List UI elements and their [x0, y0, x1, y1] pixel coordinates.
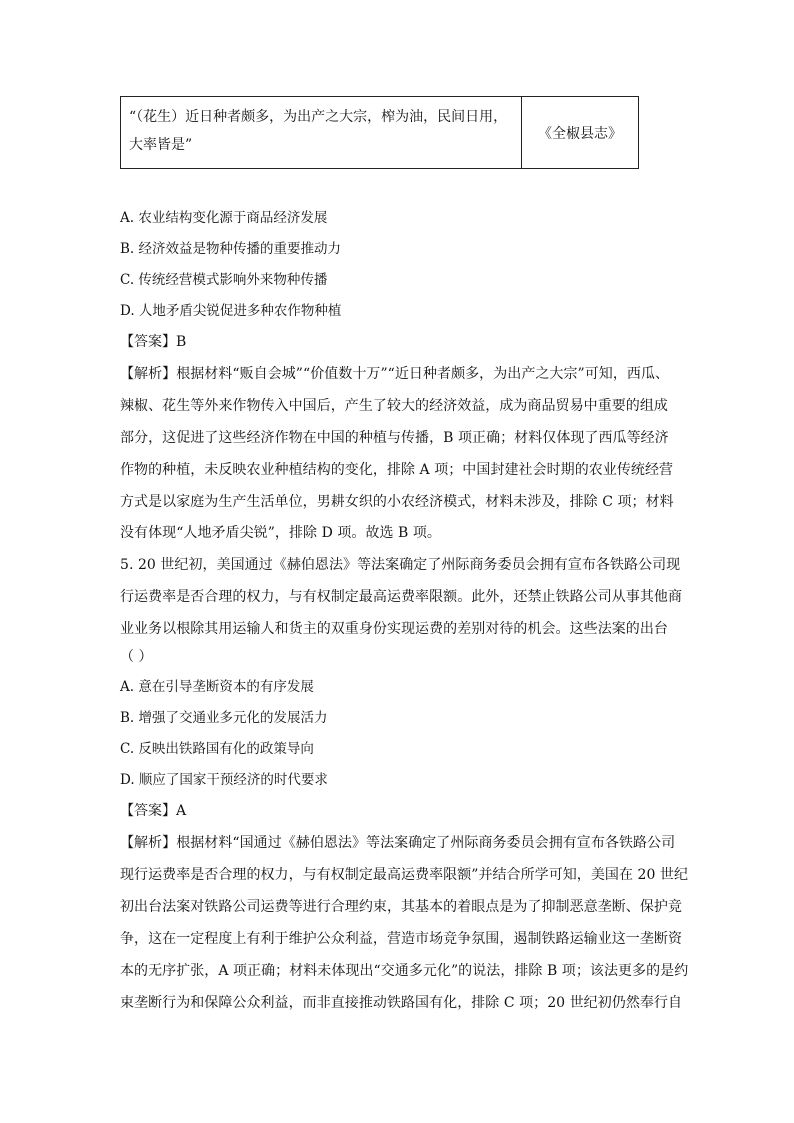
q4-option-a: A. 农业结构变化源于商品经济发展: [120, 210, 328, 226]
q5-stem-line: 5. 20 世纪初，美国通过《赫伯恩法》等法案确定了州际商务委员会拥有宣布各铁路公司现: [120, 557, 681, 573]
q5-answer: 【答案】A: [120, 803, 187, 819]
q5-analysis-line: 争，这在一定程度上有利于维护公众利益，营造市场竞争氛围，遏制铁路运输业这一垄断资: [120, 931, 682, 947]
source-table: [120, 96, 639, 169]
q4-analysis-line: 部分，这促进了这些经济作物在中国的种植与传播，B 项正确；材料仅体现了西瓜等经济: [120, 430, 669, 446]
q4-analysis-line: 没有体现“人地矛盾尖锐”，排除 D 项。故选 B 项。: [120, 525, 441, 541]
q5-option-c: C. 反映出铁路国有化的政策导向: [120, 741, 314, 757]
q5-stem-line: 行运费率是否合理的权力，与有权制定最高运费率限额。此外，还禁止铁路公司从事其他商: [120, 589, 682, 605]
q4-analysis-line: 【解析】根据材料“贩自会城”“价值数十万”“近日种者颇多，为出产之大宗”可知，西瓜、: [120, 366, 670, 382]
q5-analysis-line: 束垄断行为和保障公众利益，而非直接推动铁路国有化，排除 C 项；20 世纪初仍然奉行自: [120, 995, 683, 1011]
q5-analysis-line: 现行运费率是否合理的权力，与有权制定最高运费率限额”并结合所学可知，美国在 20 世纪: [120, 867, 689, 883]
q4-answer: 【答案】B: [120, 334, 187, 350]
q4-option-b: B. 经济效益是物种传播的重要推动力: [120, 241, 342, 257]
q5-option-d: D. 顺应了国家干预经济的时代要求: [120, 772, 328, 788]
q4-option-d: D. 人地矛盾尖锐促进多种农作物种植: [120, 303, 342, 319]
q5-analysis-line: 本的无序扩张，A 项正确；材料未体现出“交通多元化”的说法，排除 B 项；该法更多的是约: [120, 963, 689, 979]
q4-analysis-line: 方式是以家庭为生产生活单位，男耕女织的小农经济模式，材料未涉及，排除 C 项；材料: [120, 494, 674, 510]
q5-answer-blank: （ ）: [120, 649, 153, 665]
q5-stem-line: 业业务以根除其用运输人和货主的双重身份实现运费的差别对待的机会。这些法案的出台: [120, 621, 668, 637]
source-reference-cell: 《全椒县志》: [538, 125, 622, 142]
q5-analysis-line: 初出台法案对铁路公司运费等进行合理约束，其基本的着眼点是为了抑制恶意垄断、保护竞: [120, 899, 682, 915]
source-quote-line: “（花生）近日种者颇多，为出产之大宗，榨为油，民间日用，: [129, 109, 508, 125]
q5-analysis-line: 【解析】根据材料“国通过《赫伯恩法》等法案确定了州际商务委员会拥有宣布各铁路公司: [120, 835, 676, 851]
q4-analysis-line: 作物的种植，未反映农业种植结构的变化，排除 A 项；中国封建社会时期的农业传统经营: [120, 462, 674, 478]
q5-option-b: B. 增强了交通业多元化的发展活力: [120, 710, 328, 726]
source-quote-cell: [121, 97, 522, 168]
q4-option-c: C. 传统经营模式影响外来物种传播: [120, 272, 328, 288]
q4-analysis-line: 辣椒、花生等外来作物传入中国后，产生了较大的经济效益，成为商品贸易中重要的组成: [120, 398, 668, 414]
q5-option-a: A. 意在引导垄断资本的有序发展: [120, 679, 314, 695]
source-quote-line: 大率皆是”: [129, 137, 193, 153]
